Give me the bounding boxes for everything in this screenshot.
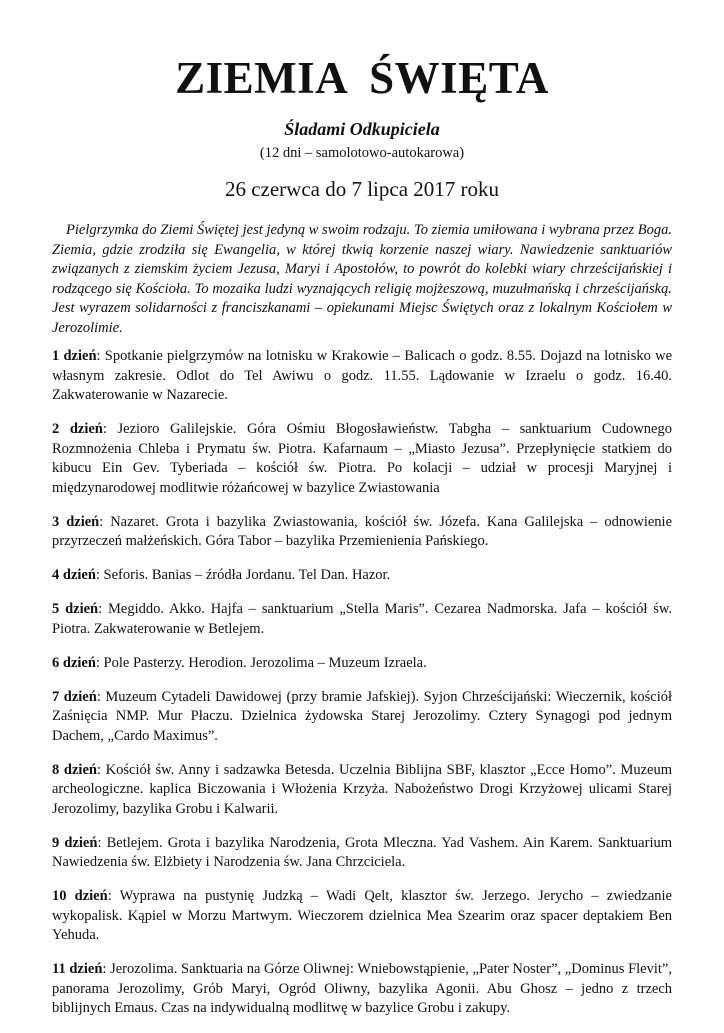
itinerary-day — [52, 834, 672, 873]
itinerary-day — [52, 960, 672, 1019]
day-label: 4 dzień — [52, 567, 96, 583]
day-label: 9 dzień — [52, 834, 98, 851]
day-description: : Megiddo. Akko. Hajfa – sanktuarium „Stella Maris”. Cezarea Nadmorska. Jafa – kościół św. Piotra. Zakwaterowanie w Betlejem. — [52, 601, 672, 637]
day-label: 1 dzień — [52, 348, 97, 364]
page-subtitle: Śladami Odkupiciela — [284, 119, 440, 139]
itinerary-day — [52, 654, 672, 674]
itinerary-day — [52, 513, 672, 552]
day-label: 11 dzień — [52, 961, 103, 977]
itinerary-day — [52, 566, 672, 586]
day-description: : Muzeum Cytadeli Dawidowej (przy bramie Jafskiej). Syjon Chrześcijański: Wieczernik, kościół Zaśnięcia NMP. Mur Płaczu. Dzielnica żydowska Starej Jerozolimy. Cztery Synagogi pod jednym Dachem, „Cardo Maximus”. — [52, 688, 672, 744]
itinerary-day — [52, 761, 672, 820]
day-description: : Kościół św. Anny i sadzawka Betesda. Uczelnia Biblijna SBF, klasztor „Ecce Homo”. Muzeum archeologiczne. kaplica Biczowania i Włożenia Krzyża. Nabożeństwo Drogi Krzyżowej ulicami Starej Jerozolimy, bazylika Grobu i Kalwarii. — [52, 761, 672, 817]
itinerary-day — [52, 347, 672, 406]
day-description: : Seforis. Banias – źródła Jordanu. Tel Dan. Hazor. — [95, 567, 391, 583]
day-description: : Jezioro Galilejskie. Góra Ośmiu Błogosławieństw. Tabgha – sanktuarium Cudownego Rozmnożenia Chleba i Prymatu św. Piotra. Kafarnaum – „Miasto Jezusa”. Przepłynięcie statkiem do kibucu Ein Gev. Tyberiada – kościół św. Piotra. Po kolacji – udział w procesji Maryjnej i międzynarodowej modlitwie różańcowej w bazylice Zwiastowania — [52, 421, 672, 496]
day-label: 7 dzień — [52, 688, 97, 705]
day-description: : Spotkanie pielgrzymów na lotnisku w Krakowie – Balicach o godz. 8.55. Dojazd na lotnisko we własnym zakresie. Odlot do Tel Awiwu o godz. 11.55. Lądowanie w Izraelu o godz. 16.40. Zakwaterowanie w Nazarecie. — [52, 348, 673, 403]
day-label: 5 dzień — [52, 601, 99, 617]
trip-type-note: (12 dni – samolotowo-autokarowa) — [259, 145, 465, 161]
day-description: : Wyprawa na pustynię Judzką – Wadi Qelt, klasztor św. Jerzego. Jerycho – zwiedzanie wykopalisk. Kąpiel w Morzu Martwym. Wieczorem dzielnica Mea Szearim oraz spacer deptakiem Ben Yehuda. — [52, 888, 672, 943]
page-title: ZIEMIA ŚWIĘTA — [175, 53, 549, 103]
itinerary-day — [52, 688, 672, 747]
day-label: 6 dzień — [52, 654, 96, 671]
day-description: : Nazaret. Grota i bazylika Zwiastowania, kościół św. Józefa. Kana Galilejska – odnowienie przyrzeczeń małżeńskich. Góra Tabor – bazylika Przemienienia Pańskiego. — [52, 513, 673, 549]
day-description: : Betlejem. Grota i bazylika Narodzenia, Grota Mleczna. Yad Vashem. Ain Karem. Sanktuarium Nawiedzenia św. Elżbiety i Narodzenia św. Jana Chrzciciela. — [52, 834, 673, 870]
day-description: : Jerozolima. Sanktuaria na Górze Oliwnej: Wniebowstąpienie, „Pater Noster”, „Dominus Flevit”, panorama Jerozolimy, Grób Maryi, Ogród Oliwny, bazylika Agonii. Abu Ghosz – jedno z trzech biblijnych Emaus. Czas na indywidualną modlitwę w bazylice Grobu i zakupy. — [52, 961, 672, 1016]
itinerary-day — [52, 420, 672, 498]
day-label: 2 dzień — [52, 421, 103, 437]
intro-paragraph: Pielgrzymka do Ziemi Świętej jest jedyną w swoim rodzaju. To ziemia umiłowana i wybrana przez Boga. Ziemia, gdzie zrodziła się Ewangelia, w której tkwią korzenie naszej wiary. Nawiedzenie sanktuariów związanych z ziemskim życiem Jezusa, Maryi i Apostołów, to powrót do kolebki wiary chrześcijańskiej i rodzącego się Kościoła. To mozaika ludzi wyznających religię mojżeszową, muzułmańską i chrześcijańską. Jest wyrazem solidarności z franciszkanami – opiekunami Miejsc Świętych oraz z lokalnym Kościołem w Jerozolimie. — [52, 222, 672, 336]
itinerary — [52, 347, 672, 1033]
trip-dates: 26 czerwca do 7 lipca 2017 roku — [224, 177, 500, 201]
day-description: : Pole Pasterzy. Herodion. Jerozolima – Muzeum Izraela. — [95, 654, 427, 671]
itinerary-day — [52, 887, 672, 946]
day-label: 8 dzień — [52, 761, 97, 778]
day-label: 3 dzień — [52, 513, 100, 530]
itinerary-day — [52, 600, 672, 639]
day-label: 10 dzień — [52, 888, 108, 904]
